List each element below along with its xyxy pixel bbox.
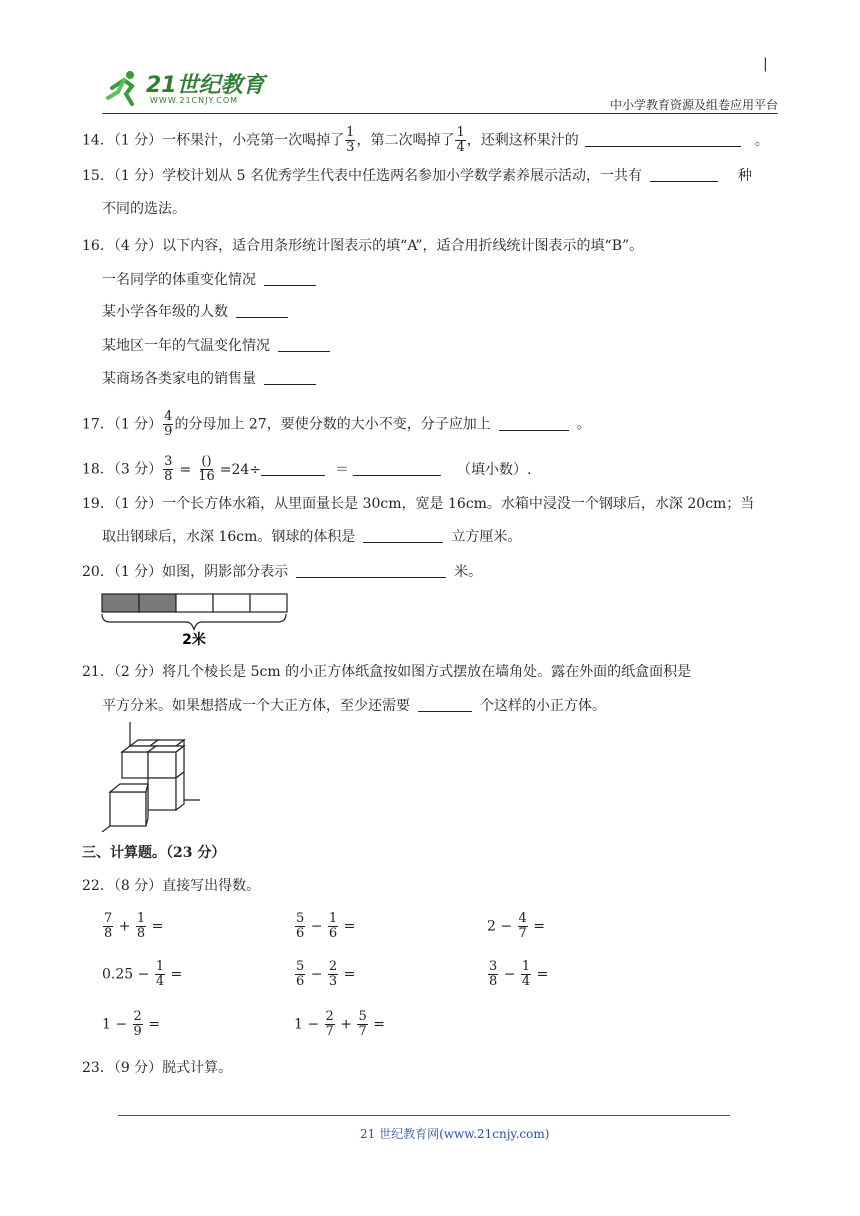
expr-2: $\frac{5}{6}$ − $\frac{1}{6}$ = [296,911,356,941]
footer-text: 21 世纪教育网(www.21cnjy.com) [360,1127,550,1141]
answer-blank[interactable] [418,697,472,712]
bar-cell-shaded [102,594,139,612]
expr-8: 1 − $\frac{2}{7}$ + $\frac{5}{7}$ = [294,1009,385,1039]
answer-blank[interactable] [261,461,325,476]
answer-blank[interactable] [585,132,741,147]
bar-cell-empty [250,594,287,612]
answer-blank[interactable] [264,271,316,286]
question-19: 19．（1 分）一个长方体水箱，从里面量长是 30cm，宽是 16cm。水箱中浸没一个钢球后，水深 20cm；当 [82,496,755,512]
expr-5: $\frac{5}{6}$ − $\frac{2}{3}$ = [296,959,356,989]
fraction-1-3: $\frac{1}{3}$ [346,125,355,155]
question-14: 14．（1 分）一杯果汁，小亮第一次喝掉了 $\frac{1}{3}$ ，第二次喝掉了 $\frac{1}{4}$ ，还剩这杯果汁的 。 [82,125,769,155]
footer-rule [118,1115,730,1116]
expr-1: $\frac{7}{8}$ + $\frac{1}{8}$ = [104,911,164,941]
answer-blank[interactable] [650,167,718,182]
header-mark: | [763,56,768,72]
answer-blank[interactable] [499,416,569,431]
section-3-title: 三、计算题。（23 分） [82,845,226,861]
header-rule [102,113,778,114]
q16-item-4: 某商场各类家电的销售量 [102,369,322,389]
answer-blank[interactable] [236,303,288,318]
expr-7: 1 − $\frac{2}{9}$ = [102,1009,161,1039]
header-right-title: 中小学教育资源及组卷应用平台 [609,98,778,112]
bar-cell-shaded [139,594,176,612]
answer-blank[interactable] [264,370,316,385]
answer-blank[interactable] [296,563,446,578]
question-21-line2: 平方分米。如果想搭成一个大正方体，至少还需要 个这样的小正方体。 [102,698,606,714]
question-15-line2: 不同的选法。 [102,201,186,217]
question-18: 18．（3 分） $\frac{3}{8}$ = $\frac{()}{16}$ =24÷ ＝ （填小数）. [82,454,532,484]
brace-shape [102,614,286,630]
question-22: 22．（8 分）直接写出得数。 [82,878,261,894]
runner-icon [102,68,142,108]
expr-4: 0.25 − $\frac{1}{4}$ = [102,959,183,989]
bar-label: 2米 [182,632,206,648]
question-16: 16．（4 分）以下内容，适合用条形统计图表示的填“A”，适合用折线统计图表示的填“B”。 [82,238,644,254]
cubes-corner-figure [100,722,210,832]
q16-item-3: 某地区一年的气温变化情况 [102,336,336,356]
question-17: 17．（1 分） $\frac{4}{9}$ 的分母加上 27，要使分数的大小不变，分子应加上 。 [82,409,591,439]
bar-cell-empty [176,594,213,612]
header-logo [102,68,282,108]
answer-blank[interactable] [278,337,330,352]
question-19-line2: 取出钢球后，水深 16cm。钢球的体积是 立方厘米。 [102,529,522,545]
segment-bar-figure [100,592,290,650]
q16-item-2: 某小学各年级的人数 [102,302,294,322]
fraction-3-8: $\frac{3}{8}$ [164,454,173,484]
fraction-blank-16[interactable]: $\frac{()}{16}$ [198,454,215,484]
answer-blank[interactable] [353,461,441,476]
answer-blank[interactable] [363,528,443,543]
expr-3: 2 − $\frac{4}{7}$ = [487,911,546,941]
fraction-4-9: $\frac{4}{9}$ [164,409,173,439]
question-15: 15．（1 分）学校计划从 5 名优秀学生代表中任选两名参加小学数学素养展示活动，一共有 种 [82,168,752,184]
logo-text: 21世纪教育 [146,73,265,98]
q16-item-1: 一名同学的体重变化情况 [102,270,322,290]
question-21: 21．（2 分）将几个棱长是 5cm 的小正方体纸盒按如图方式摆放在墙角处。露在外面的纸盒面积是 [82,664,692,680]
question-20: 20．（1 分）如图，阴影部分表示 米。 [82,564,483,580]
logo-url: WWW.21CNJY.COM [150,96,239,105]
question-23: 23．（9 分）脱式计算。 [82,1060,233,1076]
expr-6: $\frac{3}{8}$ − $\frac{1}{4}$ = [489,959,549,989]
fraction-1-4: $\frac{1}{4}$ [456,125,465,155]
bar-cell-empty [213,594,250,612]
